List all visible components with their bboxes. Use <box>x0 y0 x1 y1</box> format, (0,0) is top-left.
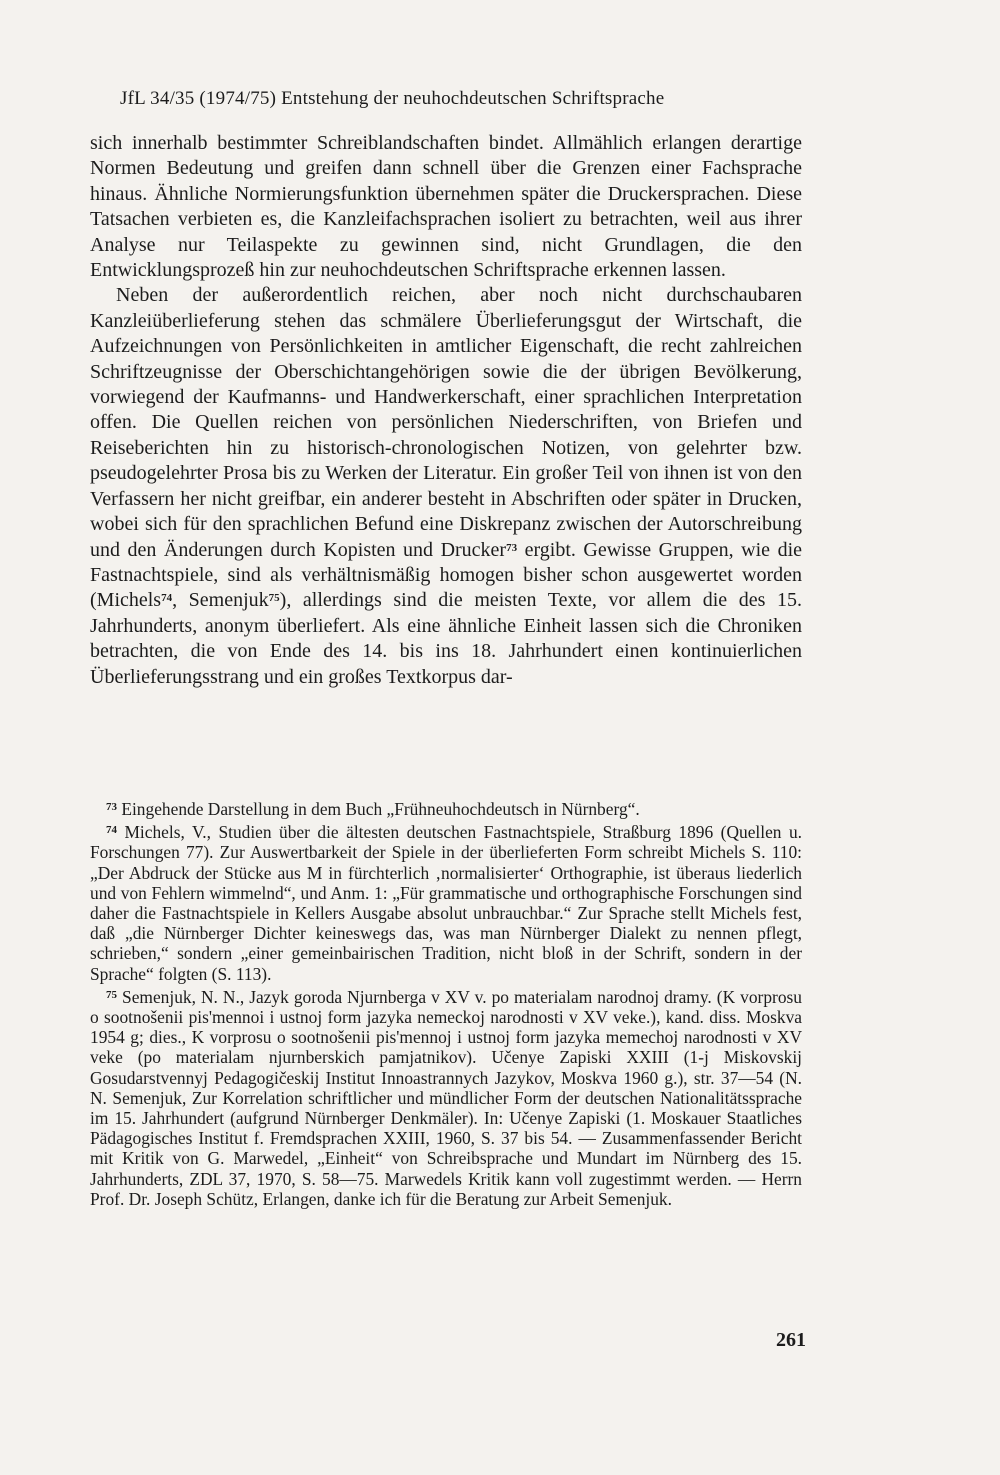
main-text <box>90 131 802 690</box>
footnote-ref-74[interactable]: 74 <box>161 592 173 605</box>
footnote-number: 74 <box>106 824 117 837</box>
footnote-75 <box>90 987 802 1209</box>
footnote-ref-73[interactable]: 73 <box>506 541 518 554</box>
footnote-number: 75 <box>106 988 117 1001</box>
paragraph-2-part-c: , Semenjuk <box>172 589 269 612</box>
paragraph-2-part-b: ergibt. Gewisse Gruppen, wie die Fastnachtspiele, sind als verhältnismäßig homogen bisher schon ausgewertet worden (Michels <box>90 538 803 612</box>
footnote-text: Michels, V., Studien über die ältesten deutschen Fastnachtspiele, Straßburg 1896 (Quellen u. Forschungen 77). Zur Auswertbarkeit der Spiele in der überlieferten Form schreibt Michels S. 110: „Der Abdruck der Stücke aus M in fürchterlich ‚normalisierter‘ Orthographie, ist überaus liederlich und von Fehlern wimmelnd“, und Anm. 1: „Für grammatische und orthographische Forschungen sind daher die Fastnachtspiele in Kellers Ausgabe absolut unbrauchbar.“ Zur Sprache stellt Michels fest, daß „die Nürnberger Dichter keineswegs das, was man Nürnberger Dialekt zu nennen pflegt, schrieben,“ sondern „einer gemeinbairischen Tradition, nicht bloß in der Schrift, sondern in der Sprache“ folgten (S. 113). <box>90 822 802 984</box>
footnote-text: Eingehende Darstellung in dem Buch „Frühneuhochdeutsch in Nürnberg“. <box>117 799 640 819</box>
paragraph-1: sich innerhalb bestimmter Schreiblandschaften bindet. Allmählich erlangen derartige Normen Bedeutung und greifen dann schnell über die Grenzen einer Fachsprache hinaus. Ähnliche Normierungsfunktion übernehmen später die Druckersprachen. Diese Tatsachen verbieten es, die Kanzleifachsprachen isoliert zu betrachten, weil aus ihrer Analyse nur Teilaspekte zu gewinnen sind, nicht Grundlagen, die den Entwicklungsprozeß hin zur neuhochdeutschen Schriftsprache erkennen lassen. <box>90 132 802 282</box>
footnote-number: 73 <box>106 801 117 813</box>
footnote-ref-75[interactable]: 75 <box>268 592 280 605</box>
paragraph-2-part-d: ), allerdings sind die meisten Texte, vor allem die des 15. Jahrhunderts, anonym überliefert. Als eine ähnliche Einheit lassen sich die Chroniken betrachten, die von Ende des 14. bis ins 18. Jahrhundert einen kontinuierlichen Überlieferungsstrang und ein großes Textkorpus dar- <box>90 589 802 688</box>
footnote-text: Semenjuk, N. N., Jazyk goroda Njurnberga v XV v. po materialam narodnoj dramy. (K vorprosu o sootnošenii pis'mennoi i ustnoj form jazyka nemeckoj narodnosti v XV veke.), kand. diss. Moskva 1954 g; dies., K vorprosu o sootnošenii pis'mennoj i ustnoj form jazyka memechoj narodnosti v XV veke (po materialam njurnberskich pamjatnikov). Učenye Zapiski XXIII (1-j Miskovskij Gosudarstvennyj Pedagogičeskij Institut Innoastrannych Jazykov, Moskva 1960 g.), str. 37—54 (N. N. Semenjuk, Zur Korrelation schriftlicher und mündlicher Form der deutschen Nationalitätssprache im 15. Jahrhundert (aufgrund Nürnberger Denkmäler). In: Učenye Zapiski (1. Moskauer Staatliches Pädagogisches Institut f. Fremdsprachen XXIII, 1960, S. 37 bis 54. — Zusammenfassender Bericht mit Kritik von G. Marwedel, „Einheit“ von Schreibsprache und Mundart im Nürnberg des 15. Jahrhunderts, ZDL 37, 1970, S. 58—75. Marwedels Kritik kann voll zugestimmt werden. — Herrn Prof. Dr. Joseph Schütz, Erlangen, danke ich für die Beratung zur Arbeit Semenjuk. <box>90 986 802 1209</box>
running-head: JfL 34/35 (1974/75) Entstehung der neuhochdeutschen Schriftsprache <box>120 88 665 109</box>
footnote-73 <box>90 799 802 819</box>
paragraph-2 <box>90 283 802 690</box>
footnote-74 <box>90 822 802 984</box>
footnotes <box>90 799 802 1212</box>
paragraph-2-part-a: Neben der außerordentlich reichen, aber noch nicht durchschaubaren Kanzleiüberlieferung stehen das schmälere Überlieferungsgut der Wirtschaft, die Aufzeichnungen von Persönlichkeiten in amtlicher Eigenschaft, die recht zahlreichen Schriftzeugnisse der Oberschichtangehörigen sowie die der übrigen Bevölkerung, vorwiegend der Kaufmanns- und Handwerkerschaft, einer sprachlichen Interpretation offen. Die Quellen reichen von persönlichen Niederschriften, von Briefen und Reiseberichten hin zu historisch-chronologischen Notizen, von gelehrter bzw. pseudogelehrter Prosa bis zu Werken der Literatur. Ein großer Teil von ihnen ist von den Verfassern her nicht greifbar, ein anderer besteht in Abschriften oder später in Drucken, wobei sich für den sprachlichen Befund eine Diskrepanz zwischen der Autorschreibung und den Änderungen durch Kopisten und Drucker <box>90 284 802 561</box>
page-number: 261 <box>776 1329 806 1351</box>
